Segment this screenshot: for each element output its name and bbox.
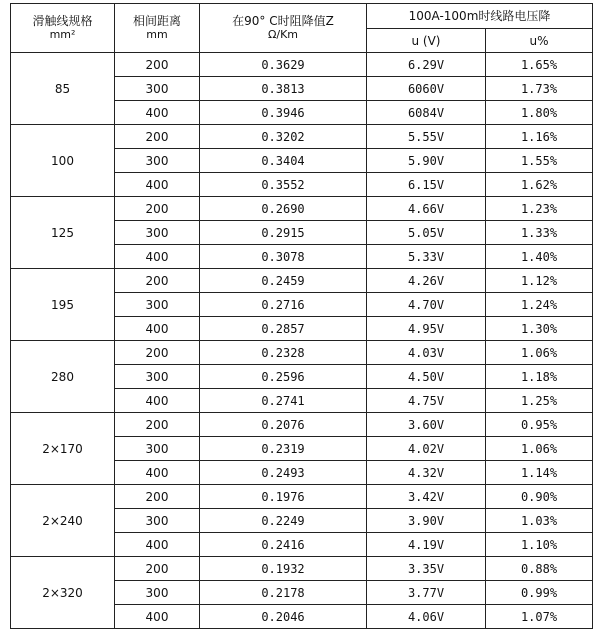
table-row [11,485,593,509]
voltage-cell: 4.32V [367,461,486,485]
distance-cell: 200 [115,269,200,293]
voltage-cell: 4.66V [367,197,486,221]
impedance-cell: 0.2493 [200,461,367,485]
distance-cell: 200 [115,197,200,221]
impedance-cell: 0.2319 [200,437,367,461]
distance-cell: 300 [115,365,200,389]
distance-cell: 400 [115,605,200,629]
spec-cell: 2×320 [11,557,115,629]
voltage-cell: 4.03V [367,341,486,365]
percent-cell: 1.25% [486,389,593,413]
distance-cell: 300 [115,149,200,173]
impedance-cell: 0.2416 [200,533,367,557]
impedance-cell: 0.3404 [200,149,367,173]
percent-cell: 1.23% [486,197,593,221]
voltage-cell: 6084V [367,101,486,125]
spec-cell: 85 [11,53,115,125]
spec-cell: 2×170 [11,413,115,485]
table-body [11,53,593,629]
voltage-cell: 3.60V [367,413,486,437]
distance-cell: 400 [115,533,200,557]
percent-cell: 0.90% [486,485,593,509]
percent-cell: 1.40% [486,245,593,269]
header-spec-title: 滑触线规格 [32,14,93,28]
percent-cell: 1.06% [486,437,593,461]
voltage-cell: 3.77V [367,581,486,605]
table-row [11,341,593,365]
impedance-cell: 0.2596 [200,365,367,389]
voltage-cell: 6060V [367,77,486,101]
percent-cell: 0.88% [486,557,593,581]
percent-cell: 1.65% [486,53,593,77]
distance-cell: 300 [115,293,200,317]
spec-cell: 195 [11,269,115,341]
percent-cell: 1.24% [486,293,593,317]
distance-cell: 300 [115,509,200,533]
distance-cell: 300 [115,77,200,101]
distance-cell: 200 [115,557,200,581]
header-voltage-pct: u% [486,29,593,53]
header-distance [115,4,200,53]
header-row-top [11,4,593,29]
impedance-cell: 0.2857 [200,317,367,341]
percent-cell: 0.99% [486,581,593,605]
percent-cell: 1.73% [486,77,593,101]
distance-cell: 300 [115,221,200,245]
voltage-drop-table [10,3,593,629]
table-row [11,269,593,293]
distance-cell: 200 [115,485,200,509]
voltage-cell: 5.05V [367,221,486,245]
voltage-cell: 4.19V [367,533,486,557]
percent-cell: 1.07% [486,605,593,629]
impedance-cell: 0.3552 [200,173,367,197]
voltage-cell: 3.42V [367,485,486,509]
voltage-cell: 5.90V [367,149,486,173]
impedance-cell: 0.2690 [200,197,367,221]
distance-cell: 300 [115,437,200,461]
percent-cell: 1.80% [486,101,593,125]
voltage-cell: 5.33V [367,245,486,269]
spec-cell: 125 [11,197,115,269]
header-voltage-drop-group: 100A-100m时线路电压降 [367,4,593,29]
spec-cell: 2×240 [11,485,115,557]
table-row [11,53,593,77]
distance-cell: 400 [115,389,200,413]
voltage-cell: 4.70V [367,293,486,317]
distance-cell: 200 [115,341,200,365]
distance-cell: 400 [115,173,200,197]
impedance-cell: 0.3813 [200,77,367,101]
percent-cell: 1.03% [486,509,593,533]
header-voltage-u: u (V) [367,29,486,53]
impedance-cell: 0.1932 [200,557,367,581]
header-spec-unit: mm² [49,28,76,41]
impedance-cell: 0.2178 [200,581,367,605]
table-row [11,557,593,581]
impedance-cell: 0.2716 [200,293,367,317]
table-row [11,413,593,437]
percent-cell: 1.55% [486,149,593,173]
impedance-cell: 0.2915 [200,221,367,245]
voltage-cell: 3.90V [367,509,486,533]
header-impedance-title: 在90° C时阻降值Z [232,14,334,28]
distance-cell: 200 [115,125,200,149]
percent-cell: 1.06% [486,341,593,365]
voltage-cell: 6.15V [367,173,486,197]
distance-cell: 200 [115,413,200,437]
voltage-cell: 6.29V [367,53,486,77]
distance-cell: 200 [115,53,200,77]
percent-cell: 1.18% [486,365,593,389]
voltage-cell: 4.26V [367,269,486,293]
percent-cell: 0.95% [486,413,593,437]
impedance-cell: 0.3202 [200,125,367,149]
distance-cell: 400 [115,101,200,125]
voltage-cell: 4.50V [367,365,486,389]
distance-cell: 400 [115,461,200,485]
impedance-cell: 0.2076 [200,413,367,437]
voltage-cell: 5.55V [367,125,486,149]
impedance-cell: 0.2249 [200,509,367,533]
voltage-cell: 4.02V [367,437,486,461]
impedance-cell: 0.3078 [200,245,367,269]
impedance-cell: 0.2328 [200,341,367,365]
table-row [11,197,593,221]
header-impedance-unit: Ω/Km [267,28,299,41]
distance-cell: 400 [115,317,200,341]
header-impedance [200,4,367,53]
spec-cell: 100 [11,125,115,197]
impedance-cell: 0.3629 [200,53,367,77]
percent-cell: 1.16% [486,125,593,149]
header-spec [11,4,115,53]
header-distance-unit: mm [146,28,168,41]
voltage-cell: 3.35V [367,557,486,581]
header-distance-title: 相间距离 [132,14,181,28]
impedance-cell: 0.2459 [200,269,367,293]
impedance-cell: 0.2741 [200,389,367,413]
voltage-cell: 4.95V [367,317,486,341]
voltage-cell: 4.06V [367,605,486,629]
percent-cell: 1.33% [486,221,593,245]
spec-cell: 280 [11,341,115,413]
distance-cell: 300 [115,581,200,605]
impedance-cell: 0.1976 [200,485,367,509]
percent-cell: 1.12% [486,269,593,293]
percent-cell: 1.62% [486,173,593,197]
impedance-cell: 0.3946 [200,101,367,125]
table-row [11,125,593,149]
impedance-cell: 0.2046 [200,605,367,629]
distance-cell: 400 [115,245,200,269]
percent-cell: 1.30% [486,317,593,341]
percent-cell: 1.14% [486,461,593,485]
percent-cell: 1.10% [486,533,593,557]
voltage-cell: 4.75V [367,389,486,413]
